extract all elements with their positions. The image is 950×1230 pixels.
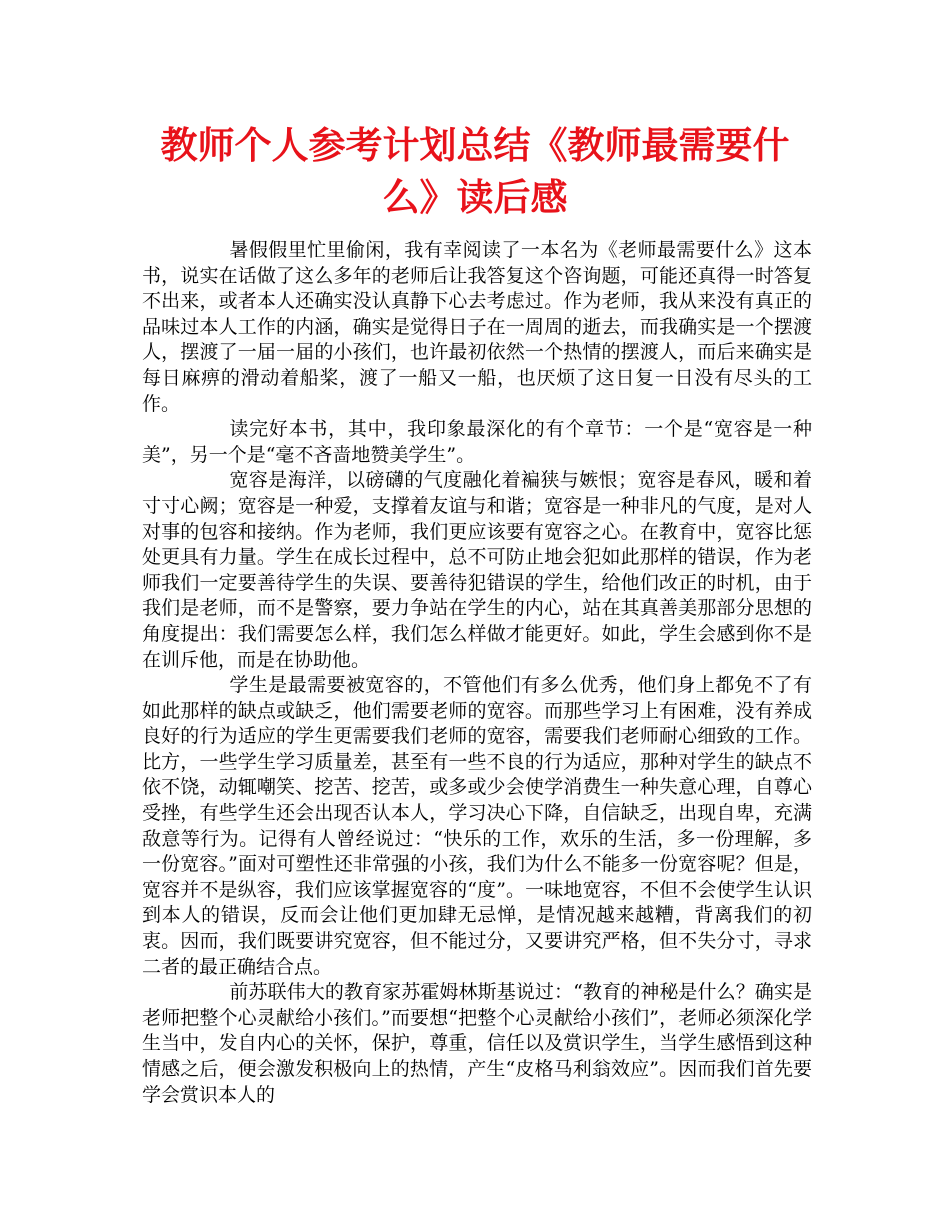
paragraph: 学生是最需要被宽容的，不管他们有多么优秀，他们身上都免不了有如此那样的缺点或缺乏，他们需要老师的宽容。而那些学习上有困难，没有养成良好的行为适应的学生更需要我们老师的宽容，需要我们老师耐心细致的工作。比方，一些学生学习质量差，甚至有一些不良的行为适应，那种对学生的缺点不依不饶，动辄嘲笑、挖苦、挖苦，或多或少会使学消费生一种失意心理，自尊心受挫，有些学生还会出现否认本人，学习决心下降，自信缺乏，出现自卑，充满敌意等行为。记得有人曾经说过：“快乐的工作，欢乐的生活，多一份理解，多一份宽容。”面对可塑性还非常强的小孩，我们为什么不能多一份宽容呢？但是，宽容并不是纵容，我们应该掌握宽容的“度”。一味地宽容，不但不会使学生认识到本人的错误，反而会让他们更加肆无忌惮，是情况越来越糟，背离我们的初衷。因而，我们既要讲究宽容，但不能过分，又要讲究严格，但不失分寸，寻求二者的最正确结合点。 [142,674,812,978]
paragraph: 暑假假里忙里偷闲，我有幸阅读了一本名为《老师最需要什么》这本书，说实在话做了这么多年的老师后让我答复这个咨询题，可能还真得一时答复不出来，或者本人还确实没认真静下心去考虑过。作为老师，我从来没有真正的品味过本人工作的内涵，确实是觉得日子在一周周的逝去，而我确实是一个摆渡人，摆渡了一届一届的小孩们，也许最初依然一个热情的摆渡人，而后来确实是每日麻痹的滑动着船桨，渡了一船又一船，也厌烦了这日复一日没有尽头的工作。 [142,239,812,415]
document-body [142,238,812,1108]
paragraph: 宽容是海洋，以磅礴的气度融化着褊狭与嫉恨；宽容是春风，暖和着寸寸心阙；宽容是一种爱，支撑着友谊与和谐；宽容是一种非凡的气度，是对人对事的包容和接纳。作为老师，我们更应该要有宽容之心。在教育中，宽容比惩处更具有力量。学生在成长过程中，总不可防止地会犯如此那样的错误，作为老师我们一定要善待学生的失误、要善待犯错误的学生，给他们改正的时机，由于我们是老师，而不是警察，要力争站在学生的内心，站在其真善美那部分思想的角度提出：我们需要怎么样，我们怎么样做才能更好。如此，学生会感到你不是在训斥他，而是在协助他。 [142,469,812,671]
paragraph: 读完好本书，其中，我印象最深化的有个章节：一个是“宽容是一种美”，另一个是“毫不吝啬地赞美学生”。 [142,418,812,466]
paragraph: 前苏联伟大的教育家苏霍姆林斯基说过：“教育的神秘是什么？确实是老师把整个心灵献给小孩们。”而要想“把整个心灵献给小孩们”，老师必须深化学生当中，发自内心的关怀，保护，尊重，信任以及赏识学生，当学生感悟到这种情感之后，便会激发积极向上的热情，产生“皮格马利翁效应”。因而我们首先要学会赏识本人的 [142,981,812,1106]
document-title: 教师个人参考计划总结《教师最需要什么》读后感 [160,124,790,219]
